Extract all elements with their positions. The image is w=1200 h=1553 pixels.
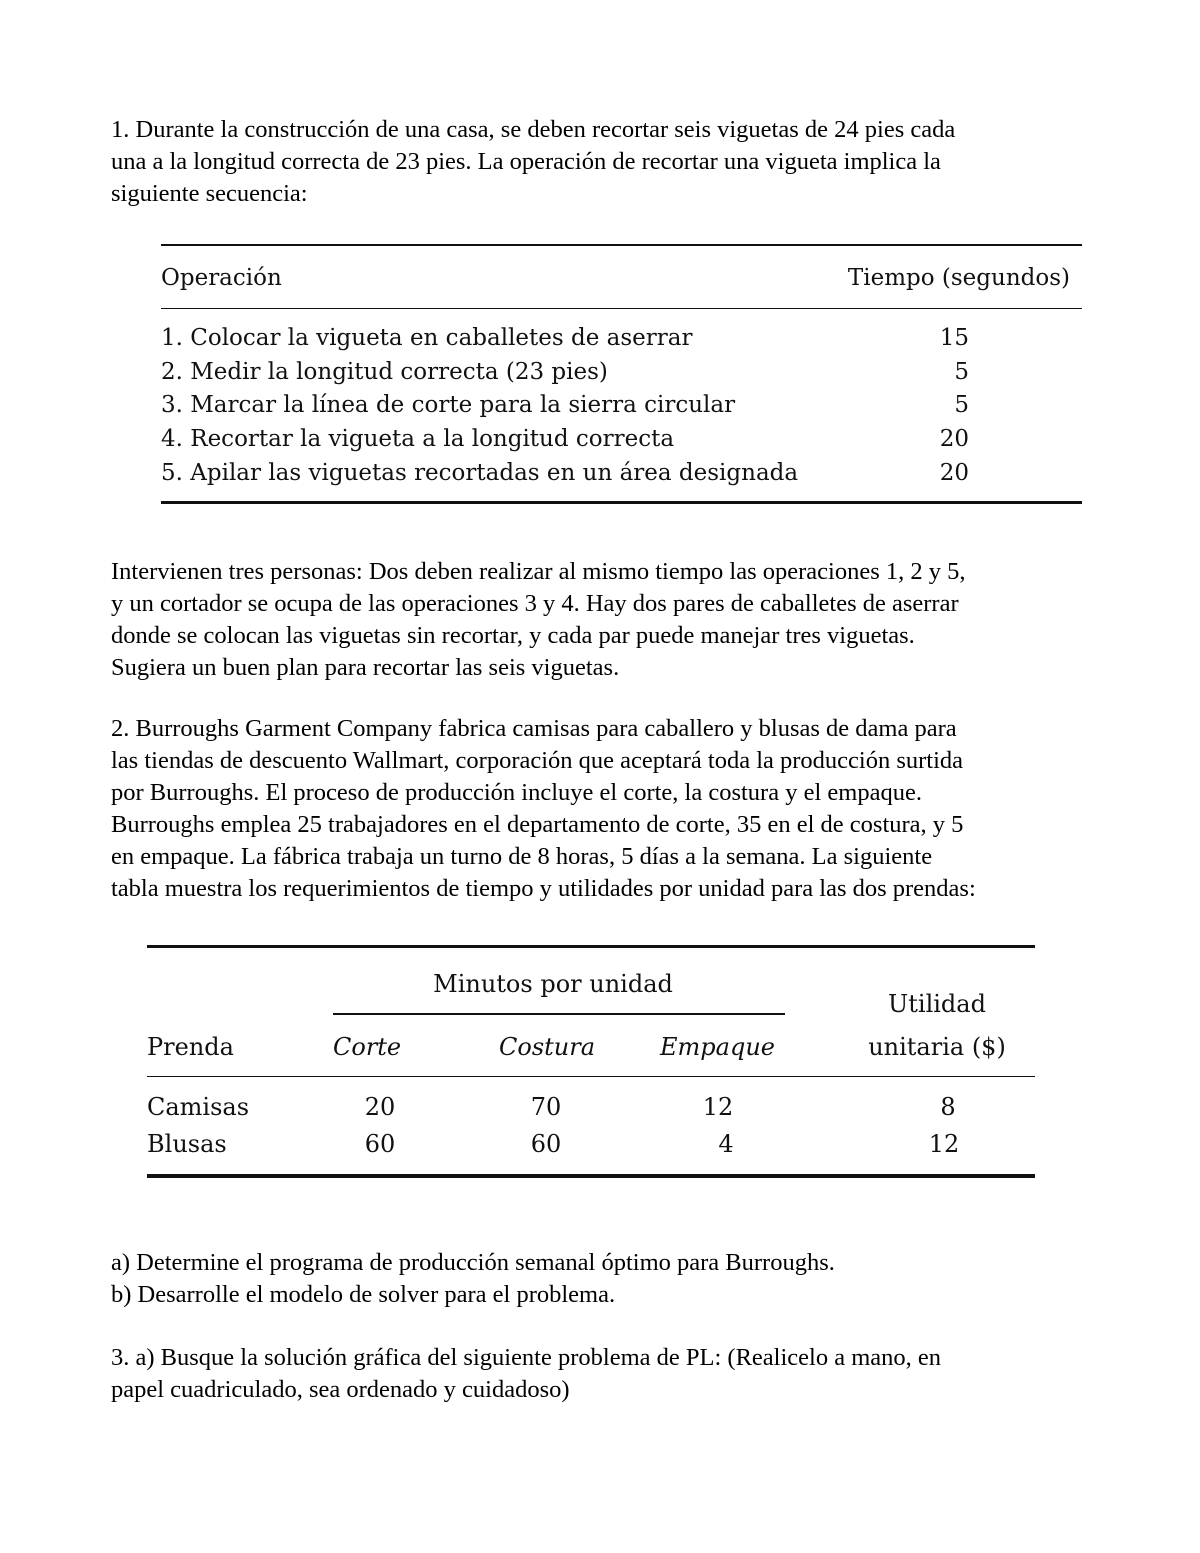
header-utilidad-line2: unitaria ($) <box>868 1033 1006 1061</box>
row-blusas-prenda: Blusas <box>147 1130 227 1158</box>
problem-1-details <box>111 556 1101 684</box>
row-camisas-corte: 20 <box>364 1093 396 1121</box>
operation-2: 2. Medir la longitud correcta (23 pies) <box>161 359 608 385</box>
header-costura: Costura <box>499 1033 596 1061</box>
time-2: 5 <box>954 359 969 385</box>
row-camisas-empaque: 12 <box>702 1093 734 1121</box>
table-top-rule <box>147 945 1035 948</box>
text-line: siguiente secuencia: <box>111 180 308 207</box>
text-line: donde se colocan las viguetas sin recortar, y cada par puede manejar tres viguetas. <box>111 622 915 649</box>
group-header-rule <box>333 1013 785 1015</box>
header-operacion: Operación <box>161 265 282 291</box>
operation-1: 1. Colocar la vigueta en caballetes de aserrar <box>161 325 693 351</box>
row-blusas-costura: 60 <box>530 1130 562 1158</box>
time-4: 20 <box>939 426 969 452</box>
time-1: 15 <box>939 325 969 351</box>
table-top-rule <box>161 244 1082 246</box>
text-line: Intervienen tres personas: Dos deben realizar al mismo tiempo las operaciones 1, 2 y 5, <box>111 558 966 585</box>
time-3: 5 <box>954 392 969 418</box>
header-utilidad-line1: Utilidad <box>888 990 986 1018</box>
problem-2-intro <box>111 713 1101 905</box>
row-blusas-utilidad: 12 <box>928 1130 960 1158</box>
table-header-rule <box>147 1076 1035 1077</box>
table-bottom-rule <box>147 1174 1035 1178</box>
question-b: b) Desarrolle el modelo de solver para el problema. <box>111 1281 616 1308</box>
operation-4: 4. Recortar la vigueta a la longitud correcta <box>161 426 675 452</box>
text-line: 2. Burroughs Garment Company fabrica camisas para caballero y blusas de dama para <box>111 715 957 742</box>
text-line: papel cuadriculado, sea ordenado y cuidadoso) <box>111 1376 570 1403</box>
time-5: 20 <box>939 460 969 486</box>
header-corte: Corte <box>333 1033 402 1061</box>
operations-table <box>161 244 1082 506</box>
garments-table <box>147 945 1035 1180</box>
table-header-rule <box>161 308 1082 309</box>
header-prenda: Prenda <box>147 1033 234 1061</box>
text-line: Burroughs emplea 25 trabajadores en el departamento de corte, 35 en el de costura, y 5 <box>111 811 964 838</box>
row-camisas-prenda: Camisas <box>147 1093 250 1121</box>
text-line: 3. a) Busque la solución gráfica del siguiente problema de PL: (Realicelo a mano, en <box>111 1344 942 1371</box>
table-bottom-rule <box>161 501 1082 504</box>
group-header-minutos: Minutos por unidad <box>433 970 673 998</box>
text-line: por Burroughs. El proceso de producción incluye el corte, la costura y el empaque. <box>111 779 922 806</box>
operation-3: 3. Marcar la línea de corte para la sierra circular <box>161 392 736 418</box>
header-tiempo: Tiempo (segundos) <box>847 265 1070 291</box>
question-a: a) Determine el programa de producción semanal óptimo para Burroughs. <box>111 1249 835 1276</box>
text-line: Sugiera un buen plan para recortar las seis viguetas. <box>111 654 620 681</box>
row-blusas-corte: 60 <box>364 1130 396 1158</box>
header-empaque: Empaque <box>660 1033 775 1061</box>
text-line: tabla muestra los requerimientos de tiempo y utilidades por unidad para las dos prendas: <box>111 875 976 902</box>
row-camisas-costura: 70 <box>530 1093 562 1121</box>
problem-1-intro <box>111 114 1101 210</box>
text-line: en empaque. La fábrica trabaja un turno de 8 horas, 5 días a la semana. La siguiente <box>111 843 933 870</box>
row-blusas-empaque: 4 <box>718 1130 734 1158</box>
text-line: y un cortador se ocupa de las operaciones 3 y 4. Hay dos pares de caballetes de aserrar <box>111 590 959 617</box>
row-camisas-utilidad: 8 <box>940 1093 956 1121</box>
problem-3-text <box>111 1342 1101 1406</box>
text-line: 1. Durante la construcción de una casa, se deben recortar seis viguetas de 24 pies cada <box>111 116 956 143</box>
operation-5: 5. Apilar las viguetas recortadas en un área designada <box>161 460 799 486</box>
text-line: las tiendas de descuento Wallmart, corporación que aceptará toda la producción surtida <box>111 747 964 774</box>
text-line: una a la longitud correcta de 23 pies. La operación de recortar una vigueta implica la <box>111 148 941 175</box>
problem-2-questions <box>111 1247 1101 1311</box>
